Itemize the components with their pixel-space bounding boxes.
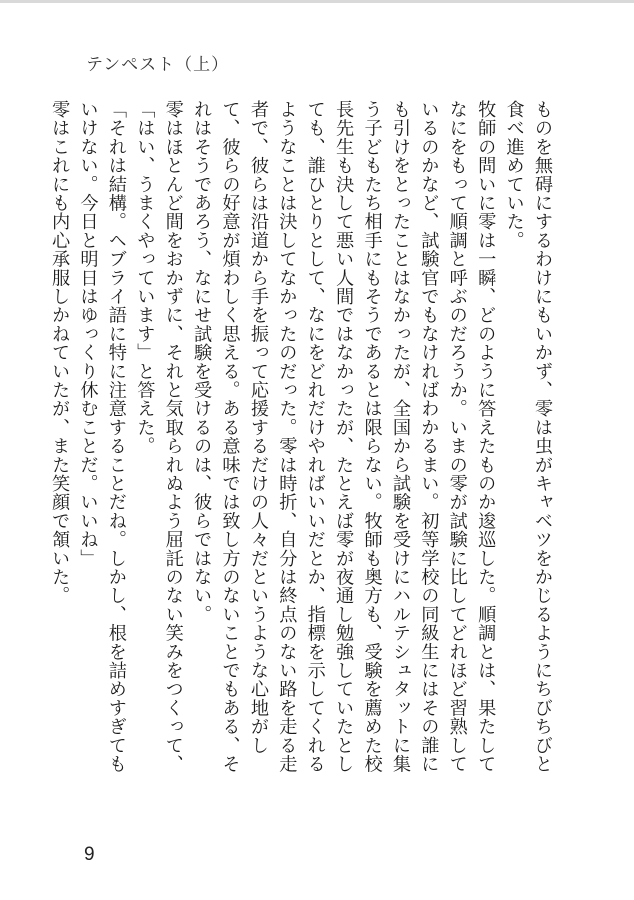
- top-border: [0, 0, 634, 3]
- paragraph-5: 零はこれにも内心承服しかねていたが、また笑顔で頷いた。: [49, 100, 71, 605]
- paragraph-2: 牧師の問いに零は一瞬、どのように答えたものか逡巡した。順調とは、果たしてなにをもって順調と呼ぶのだろうか。いまの零が試験に比してどれほど習熟しているのかなど、試験官でもなければわかるまい。初等学校の同級生にはその誰にも引けをとったことはなかったが、全国から試験を受けにハルテシュタットに集う子どもたち相手にもそうであるとは限らない。牧師も奥方も、受験を薦めた校長先生も決して悪い人間ではなかったが、たとえば零が夜通し勉強していたとしても、誰ひとりとして、なにをどれだけやればいいだとか、指標を示してくれるようなことは決してなかったのだった。零は時折、自分は終点のない路を走る走者で、彼らは沿道から手を振って応援するだけの人々だというような心地がして、彼らの好意が煩わしく思える。ある意味では致し方のないことでもある、それはそうであろう、なにせ試験を受けるのは、彼らではない。: [191, 100, 497, 774]
- body-text: [49, 100, 556, 790]
- paragraph-4: 「それは結構。ヘブライ語に特に注意することだね。しかし、根を詰めすぎてもいけない。今日と明日はゆっくり休むことだ。いいね」: [77, 100, 127, 774]
- running-title: テンペスト（上）: [86, 55, 230, 75]
- page-number: 9: [84, 844, 95, 865]
- paragraph-3: 零はほとんど間をおかずに、それと気取られぬよう屈託のない笑みをつくって、「はい、うまくやっています」と答えた。: [134, 100, 184, 774]
- paragraph-1: ものを無碍にするわけにもいかず、零は虫がキャベツをかじるようにちびちびと食べ進めていた。: [503, 100, 553, 774]
